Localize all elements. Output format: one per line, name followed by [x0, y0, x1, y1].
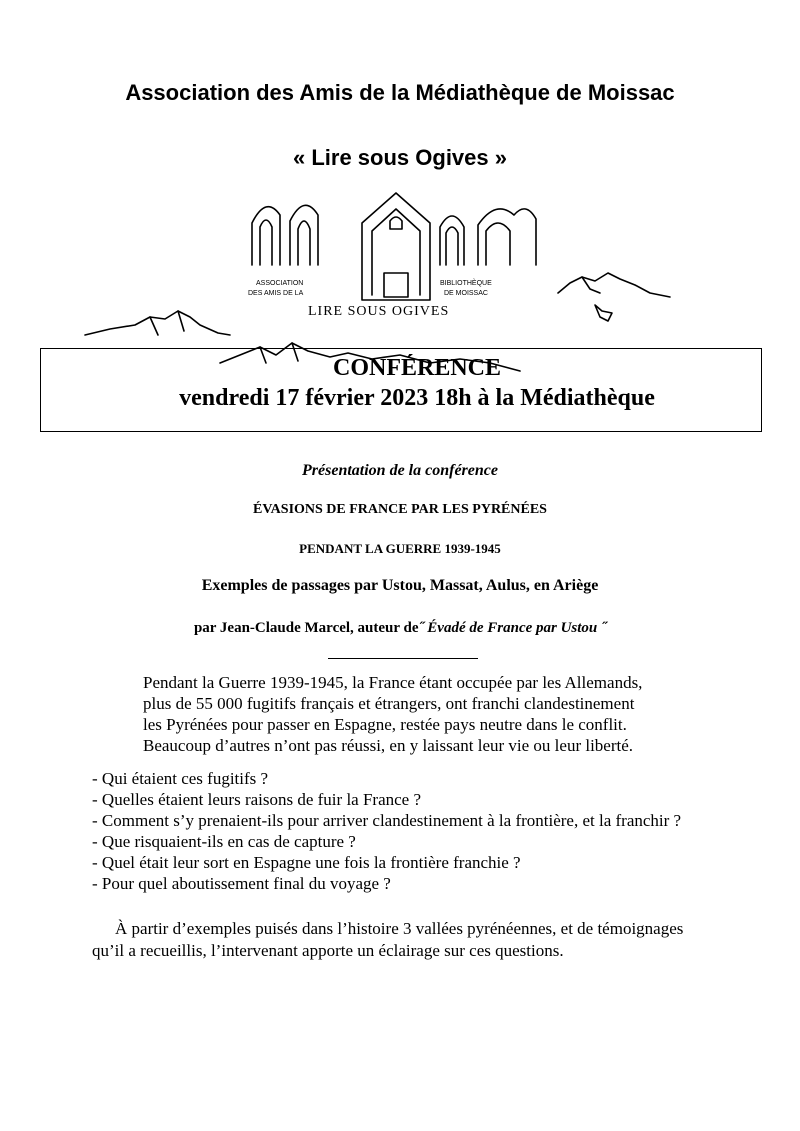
period-title: PENDANT LA GUERRE 1939-1945 — [299, 541, 501, 556]
intro-paragraph — [143, 672, 713, 756]
question-item: - Que risquaient-ils en cas de capture ? — [92, 832, 356, 851]
intro-line: les Pyrénées pour passer en Espagne, restée pays neutre dans le conflit. — [143, 715, 627, 734]
questions-list — [92, 768, 681, 894]
separator-rule — [328, 658, 478, 659]
arch-shape-3 — [440, 216, 464, 265]
logo-text-right-1: BIBLIOTHÈQUE — [440, 280, 492, 287]
mountain-right-outline — [558, 273, 670, 297]
mountain-left-outline — [85, 311, 230, 335]
question-item: - Pour quel aboutissement final du voyage ? — [92, 874, 391, 893]
conference-box — [40, 348, 762, 432]
logo-text-left-1: ASSOCIATION — [256, 280, 304, 287]
closing-line: qu’il a recueillis, l’intervenant apporte un éclairage sur ces questions. — [92, 941, 564, 960]
question-item: - Quel était leur sort en Espagne une fois la frontière franchie ? — [92, 853, 521, 872]
presentation-heading: Présentation de la conférence — [302, 462, 498, 479]
house-shape — [362, 193, 430, 300]
examples-line: Exemples de passages par Ustou, Massat, Aulus, en Ariège — [201, 577, 599, 594]
author-book-title: ˝ Évadé de France par Ustou ˝ — [418, 620, 607, 636]
logo-text-right-2: DE MOISSAC — [444, 290, 488, 297]
topic-title: ÉVASIONS DE FRANCE PAR LES PYRÉNÉES — [253, 502, 547, 517]
association-title: Association des Amis de la Médiathèque de Moissac — [125, 80, 675, 105]
logo-text-left-2: DES AMIS DE LA — [248, 290, 304, 297]
author-line — [0, 620, 800, 637]
logo-text-bottom: LIRE SOUS OGIVES — [308, 304, 450, 319]
question-item: - Qui étaient ces fugitifs ? — [92, 769, 269, 788]
arch-shape-2 — [290, 205, 318, 265]
closing-paragraph — [92, 918, 772, 962]
conference-label: CONFÉRENCE — [332, 355, 501, 381]
closing-line: À partir d’exemples puisés dans l’histoire 3 vallées pyrénéennes, et de témoignages — [115, 919, 684, 938]
logo-illustration — [80, 185, 680, 375]
arch-shape-4 — [478, 209, 536, 265]
arch-shape-1 — [252, 207, 280, 265]
house-window — [390, 217, 402, 229]
question-item: - Comment s’y prenaient-ils pour arriver clandestinement à la frontière, et la franchir ? — [92, 811, 682, 830]
intro-line: plus de 55 000 fugitifs français et étrangers, ont franchi clandestinement — [143, 694, 635, 713]
intro-line: Beaucoup d’autres n’ont pas réussi, en y laissant leur vie ou leur liberté. — [143, 736, 634, 755]
question-item: - Quelles étaient leurs raisons de fuir la France ? — [92, 790, 422, 809]
intro-line: Pendant la Guerre 1939-1945, la France étant occupée par les Allemands, — [143, 673, 643, 692]
author-prefix: par Jean-Claude Marcel, auteur de — [193, 620, 419, 636]
conference-date: vendredi 17 février 2023 18h à la Médiathèque — [179, 385, 655, 411]
house-door — [384, 273, 408, 297]
subtitle: « Lire sous Ogives » — [293, 145, 507, 170]
